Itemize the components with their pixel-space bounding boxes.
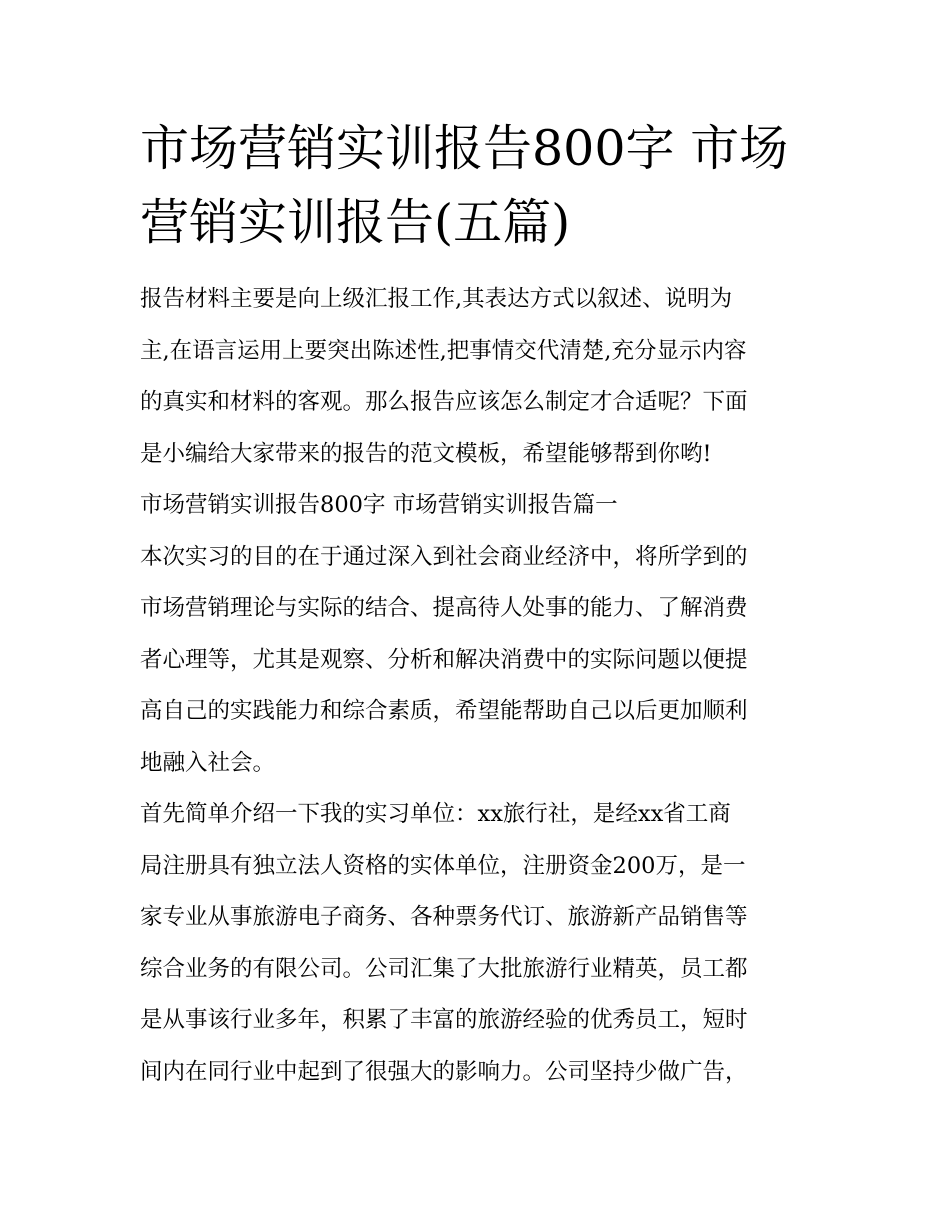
paragraph-line: 是从事该行业多年，积累了丰富的旅游经验的优秀员工，短时 [140, 1007, 748, 1033]
paragraph-line: 本次实习的目的在于通过深入到社会商业经济中，将所学到的 [140, 543, 748, 570]
intro-line: 报告材料主要是向上级汇报工作,其表达方式以叙述、说明为 [140, 286, 733, 312]
paragraph-line: 市场营销理论与实际的结合、提高待人处事的能力、了解消费 [140, 595, 748, 621]
intro-line: 的真实和材料的客观。那么报告应该怎么制定才合适呢？下面 [140, 389, 748, 415]
paragraph-line: 首先简单介绍一下我的实习单位：xx旅行社，是经xx省工商 [140, 801, 731, 827]
section-heading: 市场营销实训报告800字 市场营销实训报告篇一 [140, 492, 618, 518]
paragraph-line: 间内在同行业中起到了很强大的影响力。公司坚持少做广告， [140, 1058, 748, 1085]
document-body [140, 274, 820, 1098]
paragraph-line: 者心理等，尤其是观察、分析和解决消费中的实际问题以便提 [140, 646, 748, 673]
intro-line: 是小编给大家带来的报告的范文模板，希望能够帮到你哟! [140, 440, 712, 467]
paragraph-line: 家专业从事旅游电子商务、各种票务代订、旅游新产品销售等 [140, 904, 748, 930]
paragraph-line: 地融入社会。 [140, 749, 276, 776]
paragraph-line: 高自己的实践能力和综合素质，希望能帮助自己以后更加顺利 [140, 698, 748, 724]
intro-line: 主,在语言运用上要突出陈述性,把事情交代清楚,充分显示内容 [140, 337, 747, 364]
paragraph-line: 局注册具有独立法人资格的实体单位，注册资金200万，是一 [140, 852, 746, 879]
title-line: 营销实训报告(五篇) [140, 194, 571, 251]
paragraph-line: 综合业务的有限公司。公司汇集了大批旅游行业精英，员工都 [140, 955, 748, 982]
title-line: 市场营销实训报告800字 市场 [140, 120, 789, 177]
document-title [140, 112, 820, 260]
